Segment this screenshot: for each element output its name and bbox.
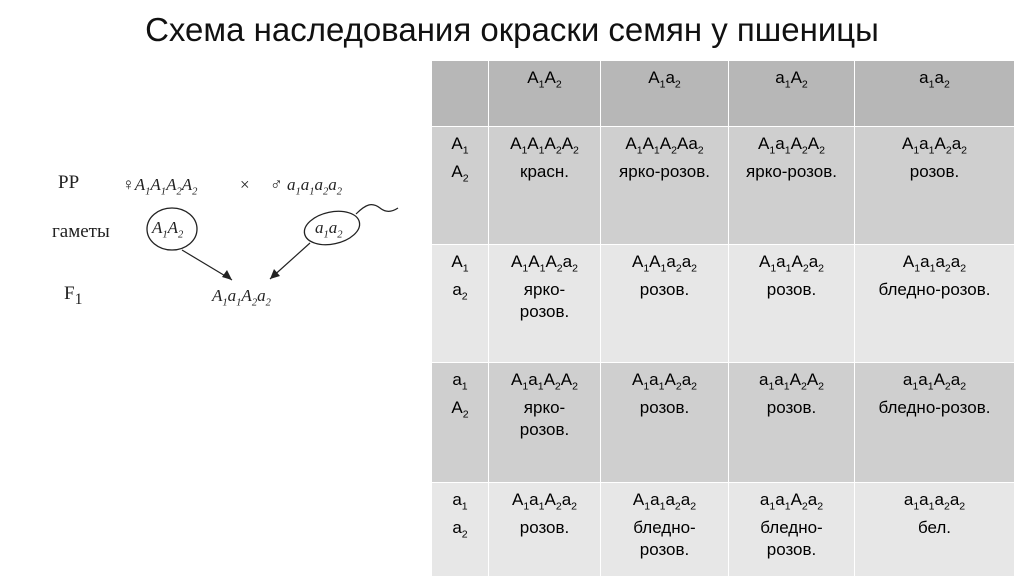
cell-phenotype: розов. [639, 398, 690, 418]
cell-phenotype: бледно-розов. [878, 398, 991, 418]
cell-genotype: $A_1A_1a_2a_2$ [631, 252, 698, 275]
table-cell [601, 127, 729, 245]
f1-genotype: $A_1a_1A_2a_2$ [212, 286, 271, 309]
corner-cell [432, 61, 489, 127]
table-row [432, 127, 1015, 245]
table-row [432, 245, 1015, 363]
table-cell [489, 363, 601, 483]
table-header-row [432, 61, 1015, 127]
cross-symbol: × [240, 175, 250, 194]
cell-genotype: $A_1a_1A_2a_2$ [631, 370, 698, 393]
table-cell [489, 127, 601, 245]
male-genotype: $a_1a_1a_2a_2$ [287, 175, 343, 198]
slide-title: Схема наследования окраски семян у пшеницы [145, 11, 879, 48]
row-header: $a_1$ $A_2$ [432, 363, 489, 483]
cell-phenotype: бел. [917, 518, 952, 538]
cell-phenotype: розов. [519, 518, 570, 538]
table-row [432, 363, 1015, 483]
cell-genotype: $a_1a_1A_2A_2$ [758, 370, 825, 393]
female-symbol-icon: ♀ [122, 175, 135, 194]
cell-genotype: $A_1a_1A_2A_2$ [511, 370, 578, 393]
cell-phenotype: розов. [909, 162, 960, 182]
column-header: $A_1a_2$ [601, 61, 729, 127]
scheme-diagram [0, 0, 420, 576]
cell-genotype: $A_1a_1A_2a_2$ [901, 134, 968, 157]
cell-genotype: $A_1a_1A_2A_2$ [758, 134, 825, 157]
female-genotype: $A_1A_1A_2A_2$ [134, 175, 198, 198]
cell-genotype: $A_1a_1a_2a_2$ [902, 252, 967, 275]
cell-phenotype: розов. [766, 398, 817, 418]
table-cell [855, 245, 1015, 363]
cell-phenotype: ярко-розов. [619, 162, 710, 182]
female-gamete: $A_1A_2$ [152, 218, 184, 241]
table-cell [729, 483, 855, 577]
cell-phenotype: бледно-розов. [633, 518, 696, 560]
table-cell [729, 245, 855, 363]
row-header: $a_1$ $a_2$ [432, 483, 489, 577]
cell-genotype: $A_1a_1A_2a_2$ [511, 490, 578, 513]
male-gamete-tail [356, 205, 398, 214]
cell-genotype: $A_1A_1A_2Aa_2$ [625, 134, 704, 157]
cell-phenotype: розов. [639, 280, 690, 300]
table-cell [729, 363, 855, 483]
table-cell [601, 363, 729, 483]
f1-label: $F_1$ [64, 283, 83, 308]
female-parent-genotype [122, 175, 197, 197]
cell-genotype: $A_1A_1A_2a_2$ [511, 252, 578, 275]
row-header: $A_1$ $A_2$ [432, 127, 489, 245]
column-header: $A_1A_2$ [489, 61, 601, 127]
cell-phenotype: розов. [766, 280, 817, 300]
cross-scheme [0, 0, 420, 576]
male-symbol-icon: ♂ [270, 175, 283, 194]
male-gamete: $a_1a_2$ [315, 218, 343, 241]
arrow-male-head [270, 269, 280, 279]
cell-phenotype: ярко-розов. [519, 280, 570, 322]
pp-label: РР [58, 172, 80, 193]
cell-phenotype: красн. [520, 162, 569, 182]
cell-genotype: $A_1A_1A_2A_2$ [510, 134, 579, 157]
table-row [432, 483, 1015, 577]
table-cell [489, 245, 601, 363]
cell-phenotype: ярко-розов. [746, 162, 837, 182]
male-parent-genotype [270, 175, 342, 197]
arrow-female-head [222, 270, 232, 280]
column-header: $a_1a_2$ [855, 61, 1015, 127]
table-cell [601, 245, 729, 363]
table-cell [855, 363, 1015, 483]
table-cell [489, 483, 601, 577]
punnett-table [431, 60, 1015, 577]
cell-genotype: $A_1a_1a_2a_2$ [632, 490, 697, 513]
gametes-label: гаметы [52, 221, 110, 242]
table-cell [729, 127, 855, 245]
cell-genotype: $a_1a_1A_2a_2$ [902, 370, 967, 393]
row-header: $A_1$ $a_2$ [432, 245, 489, 363]
table-cell [601, 483, 729, 577]
table-cell [855, 127, 1015, 245]
column-header: $a_1A_2$ [729, 61, 855, 127]
cell-genotype: $A_1a_1A_2a_2$ [758, 252, 825, 275]
cell-phenotype: бледно-розов. [878, 280, 991, 300]
cell-phenotype: бледно-розов. [760, 518, 823, 560]
cell-genotype: $a_1a_1A_2a_2$ [759, 490, 824, 513]
cell-phenotype: ярко-розов. [519, 398, 570, 440]
table-cell [855, 483, 1015, 577]
cell-genotype: $a_1a_1a_2a_2$ [903, 490, 966, 513]
